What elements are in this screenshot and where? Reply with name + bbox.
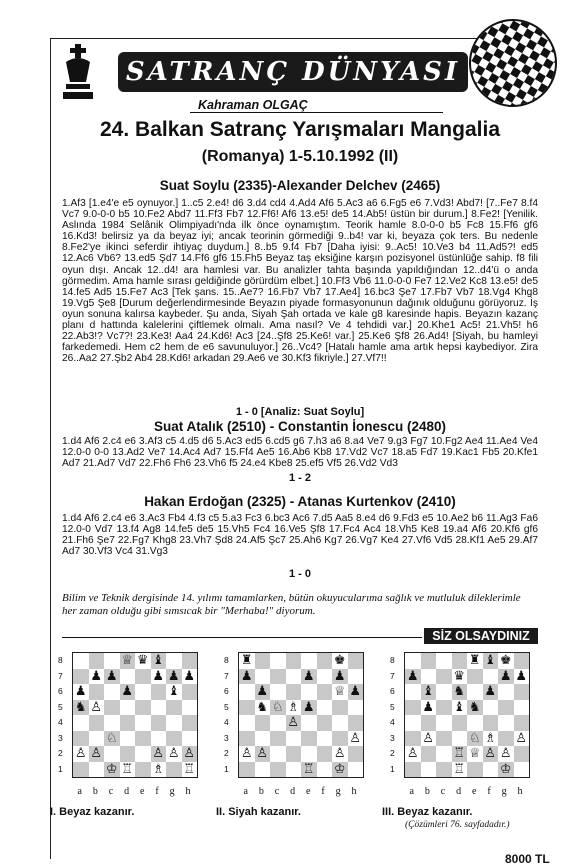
board-square bbox=[301, 684, 317, 700]
board-square bbox=[89, 715, 105, 731]
file-label: b bbox=[258, 786, 264, 797]
board-square bbox=[255, 731, 271, 747]
chess-piece-square: ♛ bbox=[136, 653, 149, 668]
chess-piece-square: ♙ bbox=[183, 746, 196, 761]
board-square bbox=[120, 746, 136, 762]
rank-label: 5 bbox=[390, 701, 395, 712]
chess-piece-square: ♟ bbox=[105, 668, 118, 684]
board-square bbox=[270, 715, 286, 731]
chess-piece-square: ♙ bbox=[406, 746, 419, 761]
chess-piece-square: ♜ bbox=[468, 653, 481, 668]
board-square bbox=[239, 684, 255, 700]
rank-label: 2 bbox=[58, 748, 63, 758]
file-label: f bbox=[155, 786, 159, 797]
chess-piece-square: ♙ bbox=[515, 730, 528, 746]
chess-piece-square: ♟ bbox=[302, 699, 315, 715]
rank-label: 1 bbox=[390, 763, 395, 774]
board-square bbox=[436, 715, 452, 731]
board-square bbox=[301, 746, 317, 762]
board-square bbox=[255, 653, 271, 669]
chess-piece-square: ♘ bbox=[105, 730, 118, 746]
intro-paragraph: Bilim ve Teknik dergisinde 14. yılımı tamamlarken, bütün okuyucularıma sağlık ve mutluluk dileklerimle her zaman olduğu gibi sımsıcak bir "Merhaba!" diyorum. bbox=[62, 592, 521, 617]
rank-label: 1 bbox=[224, 763, 229, 774]
chess-piece-square: ♝ bbox=[152, 653, 165, 668]
chess-piece-square: ♙ bbox=[256, 746, 269, 761]
puzzle-board-2 bbox=[238, 652, 364, 778]
board-square bbox=[135, 715, 151, 731]
file-label: a bbox=[77, 786, 82, 797]
board-square bbox=[135, 762, 151, 778]
board-square bbox=[405, 731, 421, 747]
board-square bbox=[514, 762, 530, 778]
article-title: 24. Balkan Satranç Yarışmaları Mangalia bbox=[100, 118, 500, 141]
board-square bbox=[135, 684, 151, 700]
board-square bbox=[348, 746, 364, 762]
board-square bbox=[166, 653, 182, 669]
board-square bbox=[436, 746, 452, 762]
board-square bbox=[270, 684, 286, 700]
file-label: g bbox=[169, 786, 175, 797]
board-square bbox=[151, 715, 167, 731]
chess-piece-square: ♞ bbox=[74, 699, 87, 715]
board-square bbox=[436, 731, 452, 747]
board-square bbox=[89, 731, 105, 747]
board-square bbox=[317, 684, 333, 700]
board-square bbox=[436, 669, 452, 685]
board-square bbox=[104, 700, 120, 716]
board-square bbox=[405, 653, 421, 669]
chess-piece-square: ♝ bbox=[484, 653, 497, 668]
board-square bbox=[436, 684, 452, 700]
chess-piece-square: ♗ bbox=[152, 761, 165, 777]
board-square bbox=[270, 731, 286, 747]
chess-piece-square: ♖ bbox=[183, 761, 196, 777]
board-square bbox=[483, 762, 499, 778]
board-square bbox=[151, 731, 167, 747]
file-label: d bbox=[290, 786, 296, 797]
rank-labels bbox=[58, 653, 66, 777]
file-label: c bbox=[274, 786, 280, 797]
section-rule bbox=[62, 637, 422, 638]
chess-piece-square: ♟ bbox=[152, 668, 165, 684]
game-3-heading: Hakan Erdoğan (2325) - Atanas Kurtenkov (2410) bbox=[144, 494, 456, 509]
chess-piece-square: ♗ bbox=[484, 730, 497, 746]
chess-piece-square: ♟ bbox=[240, 668, 253, 684]
chess-piece-square: ♚ bbox=[333, 653, 346, 668]
rank-label: 2 bbox=[224, 748, 229, 758]
chess-piece-square: ♖ bbox=[453, 746, 466, 761]
board-square bbox=[405, 715, 421, 731]
game-1-heading: Suat Soylu (2335)-Alexander Delchev (2465) bbox=[159, 178, 441, 193]
game-1-result: 1 - 0 [Analiz: Suat Soylu] bbox=[235, 406, 365, 418]
file-label: d bbox=[456, 786, 462, 797]
price-label: 8000 TL bbox=[505, 852, 550, 866]
board-square bbox=[421, 746, 437, 762]
board-square bbox=[166, 762, 182, 778]
chess-piece-square: ♙ bbox=[484, 746, 497, 761]
board-square bbox=[286, 731, 302, 747]
board-square bbox=[348, 700, 364, 716]
board-square bbox=[239, 731, 255, 747]
board-square bbox=[301, 715, 317, 731]
board-square bbox=[182, 700, 198, 716]
checkered-globe-icon bbox=[468, 18, 558, 108]
puzzle-caption-3: III. Beyaz kazanır. bbox=[382, 806, 473, 818]
rank-label: 2 bbox=[390, 748, 395, 758]
chess-piece-square: ♞ bbox=[453, 684, 466, 699]
board-square bbox=[317, 731, 333, 747]
board-square bbox=[270, 669, 286, 685]
file-labels bbox=[238, 786, 362, 797]
chess-piece-square: ♖ bbox=[302, 761, 315, 777]
chess-piece-square: ♙ bbox=[74, 746, 87, 761]
board-square bbox=[182, 731, 198, 747]
board-square bbox=[467, 715, 483, 731]
rank-label: 4 bbox=[224, 717, 229, 727]
chess-piece-square: ♔ bbox=[333, 761, 346, 777]
board-square bbox=[317, 715, 333, 731]
board-square bbox=[73, 669, 89, 685]
board-square bbox=[239, 700, 255, 716]
chess-piece-square: ♔ bbox=[105, 761, 118, 777]
file-label: g bbox=[501, 786, 507, 797]
board-square bbox=[452, 731, 468, 747]
chess-piece-square: ♙ bbox=[422, 730, 435, 746]
chess-piece-square: ♕ bbox=[333, 684, 346, 699]
board-square bbox=[120, 700, 136, 716]
board-square bbox=[348, 653, 364, 669]
board-square bbox=[317, 653, 333, 669]
board-square bbox=[286, 669, 302, 685]
board-square bbox=[239, 715, 255, 731]
puzzle-section-title: SİZ OLSAYDINIZ bbox=[424, 628, 538, 644]
chess-piece-square: ♞ bbox=[468, 699, 481, 715]
board-square bbox=[498, 715, 514, 731]
board-square bbox=[270, 653, 286, 669]
board-square bbox=[182, 715, 198, 731]
board-square bbox=[255, 715, 271, 731]
chess-piece-square: ♙ bbox=[167, 746, 180, 761]
board-square bbox=[421, 653, 437, 669]
board-square bbox=[286, 653, 302, 669]
board-square bbox=[467, 669, 483, 685]
rank-label: 6 bbox=[390, 686, 395, 696]
board-square bbox=[151, 684, 167, 700]
chess-king-logo-icon bbox=[58, 42, 98, 102]
board-square bbox=[452, 653, 468, 669]
chess-piece-square: ♞ bbox=[256, 699, 269, 715]
board-square bbox=[270, 746, 286, 762]
rank-labels bbox=[224, 653, 232, 777]
game-2-moves: 1.d4 Af6 2.c4 e6 3.Af3 c5 4.d5 d6 5.Ac3 ed5 6.cd5 g6 7.h3 a6 8.a4 Ve7 9.g3 Fg7 10.Fg2 Ae4 11.Ae4 Ve4 12.0-0 0-0 13.Ad2 Ve7 14.Ac4 Ad7 15.Ff4 Ae5 16.Ab6 Kb8 17.Vd2 Vc7 18.a5 Fd7 19.Kac1 Fb5 20.Kfe1 Ad7 21.Ad7 Vd7 22.Fh6 Fh6 23.Vh6 f5 24.e4 Kbe8 25.ef5 Vf5 26.Vd2 Vd3 bbox=[62, 436, 538, 470]
author-byline: Kahraman OLGAÇ bbox=[190, 98, 443, 113]
chess-piece-square: ♕ bbox=[121, 653, 134, 668]
file-label: e bbox=[471, 786, 477, 797]
board-square bbox=[405, 762, 421, 778]
chess-piece-square: ♟ bbox=[349, 684, 362, 699]
rank-label: 7 bbox=[58, 670, 63, 681]
rank-label: 1 bbox=[58, 763, 63, 774]
chess-piece-square: ♙ bbox=[333, 746, 346, 761]
board-square bbox=[514, 746, 530, 762]
file-labels bbox=[404, 786, 528, 797]
board-square bbox=[317, 669, 333, 685]
rank-label: 3 bbox=[58, 732, 63, 743]
board-square bbox=[498, 700, 514, 716]
board-square bbox=[514, 684, 530, 700]
puzzle-board-1 bbox=[72, 652, 198, 778]
chess-piece-square: ♛ bbox=[453, 668, 466, 684]
rank-label: 8 bbox=[390, 655, 395, 665]
board-square bbox=[182, 684, 198, 700]
file-label: f bbox=[487, 786, 491, 797]
chess-piece-square: ♟ bbox=[256, 684, 269, 699]
rank-label: 8 bbox=[224, 655, 229, 665]
board-square bbox=[73, 653, 89, 669]
board-square bbox=[436, 653, 452, 669]
board-square bbox=[73, 715, 89, 731]
chess-piece-square: ♕ bbox=[468, 746, 481, 761]
board-square bbox=[467, 684, 483, 700]
board-square bbox=[436, 700, 452, 716]
file-label: h bbox=[517, 786, 523, 797]
file-label: e bbox=[305, 786, 311, 797]
chess-piece-square: ♘ bbox=[468, 730, 481, 746]
board-square bbox=[332, 700, 348, 716]
game-2-result: 1 - 2 bbox=[288, 472, 311, 484]
chess-piece-square: ♟ bbox=[515, 668, 528, 684]
puzzle-caption-1: I. Beyaz kazanır. bbox=[50, 806, 135, 818]
board-square bbox=[89, 762, 105, 778]
file-label: b bbox=[424, 786, 430, 797]
rank-label: 6 bbox=[224, 686, 229, 696]
board-square bbox=[120, 715, 136, 731]
rank-labels bbox=[390, 653, 398, 777]
board-square bbox=[255, 762, 271, 778]
chess-piece-square: ♝ bbox=[422, 684, 435, 699]
article-subtitle: (Romanya) 1-5.10.1992 (II) bbox=[201, 148, 399, 165]
board-square bbox=[483, 715, 499, 731]
board-square bbox=[348, 715, 364, 731]
game-2-heading: Suat Atalık (2510) - Constantin İonescu (2480) bbox=[153, 419, 447, 434]
board-square bbox=[514, 715, 530, 731]
rank-label: 7 bbox=[224, 670, 229, 681]
board-square bbox=[135, 731, 151, 747]
board-square bbox=[270, 762, 286, 778]
board-square bbox=[452, 715, 468, 731]
game-1-moves: 1.Af3 [1.e4'e e5 oynuyor.] 1..c5 2.e4! d6 3.d4 cd4 4.Ad4 Af6 5.Ac3 a6 6.Fg5 e6 7.Vd3! Abd7! [7..Fe7 8.f4 Vc7 9.0-0-0 b5 10.Fe2 Abd7 11.Ff3 Fb7 12.Ff6! Af6 13.e5! de5 14.Ab5! üstün bir durum.] 8.Fe2! [Yenilik. Aslında 1984 Selânik Olimpiyadı'nda ilk önce oynamıştım. Teorik hamle 8.0-0-0 b5 Fc8 15.Ff6 gf6 16.Kd3! belirsiz ya da beyaz iyi; ancak teorinin görmediği 9..b4! var ki, beyaza çok ters. Bu nedenle 8.Fe2'ye ikinci seferdir ihtiyaç duydum.] 8..b5 9.f4 Fb7 [Daha iyisi: 9..Ac5! 10.Ve3 b4 11.Ad5?! ed5 12.Ac6 Vb6? 13.ed5 Şd7 14.Ff6 gf6 15.Fh5 Beyaz taş eksiğine karşın pozisyonel üstünlüğe sahip. f8 fili oyun dışı. Ancak 12..d4! ara hamlesi var. Bu analizler tahta başında yapıldığından 12..d4'ü o anda görmedim. Ama hamle sırası geldiğinde görürdüm elbet.] 10.Ff3 Vb6 11.0-0-0 Fe7 12.Ve2 Kc8 13.e5! de5 14.fe5 Ad5 15.Fe7 Ac3 [Tek şans. 15..Ae7? 16.Fb7 Vb7 17.Ae4] 16.bc3 Şe7 17.Fb7 Vb7 18.Vg4 Khg8 19.Vg5 Şe8 [Durum değerlendirmesinde Beyazın piyade formasyonunun dağınık olduğunu görüyoruz. İş oyun sonuna kalırsa kaybeder. Şu anda, Siyah Şah ortada ve kale g8 karesinde hapis. Beyazın kazanç planı d hattında kalelerini çiftlemek olmalı. Ama nasıl? Ve 4 tehdidi var.] 20.Khe1 Ac5! 21.Vh5! h6 22.Ab3!? Vc7?! 23.Ke3! Aa4 24.Kd6! Ac3 [24..Şf8 25.Ke6! var.] 25.Ke6 Şf8 26.Ad4! [Siyah, bu hamleyi farkedemedi. Hem c2 hem de e6 savunuluyor.] 26..Vc4? [Hatalı hamle ama artık hepsi kaybediyor. Zira 26..Aa2 27.Şb2 Ab4 28.Kd6! arkadan 29.Ae6 ve 30.Kf3 fikriyle.] 27.Vf7!! bbox=[62, 198, 538, 365]
board-square bbox=[436, 762, 452, 778]
board-square bbox=[286, 762, 302, 778]
board-square bbox=[73, 731, 89, 747]
board-square bbox=[498, 684, 514, 700]
board-square bbox=[421, 715, 437, 731]
board-square bbox=[332, 715, 348, 731]
chess-piece-square: ♖ bbox=[453, 761, 466, 777]
file-label: c bbox=[440, 786, 446, 797]
file-label: e bbox=[139, 786, 145, 797]
chess-piece-square: ♗ bbox=[287, 699, 300, 715]
board-square bbox=[286, 684, 302, 700]
game-3-moves: 1.d4 Af6 2.c4 e6 3.Ac3 Fb4 4.f3 c5 5.a3 Fc3 6.bc3 Ac6 7.d5 Aa5 8.e4 d6 9.Fd3 e5 10.Ae2 b6 11.Ag3 Fa6 12.0-0 Vd7 13.f4 Ag8 14.fe5 de5 15.Vh5 Fc4 16.Ve5 Şf8 17.Fc4 Ac4 18.Vh5 Ke8 19.a4 Af6 20.Kf6 gf6 21.Fh6 Şe7 22.Fg7 Khg8 23.Vh7 Şd8 24.Af5 Şc7 25.Ah6 Kg7 26.Vg7 Ke4 27.Vf6 Vd5 28.Kf1 Ae5 29.Af7 Ad7 30.Vf3 Vc4 31.Vg3 bbox=[62, 513, 538, 558]
board-square bbox=[89, 684, 105, 700]
board-square bbox=[73, 762, 89, 778]
chess-piece-square: ♟ bbox=[333, 668, 346, 684]
board-square bbox=[405, 700, 421, 716]
board-square bbox=[467, 762, 483, 778]
board-square bbox=[483, 700, 499, 716]
board-square bbox=[166, 731, 182, 747]
file-label: a bbox=[243, 786, 248, 797]
file-label: g bbox=[335, 786, 341, 797]
rank-label: 5 bbox=[58, 701, 63, 712]
rank-label: 4 bbox=[58, 717, 63, 727]
board-square bbox=[135, 669, 151, 685]
rank-label: 6 bbox=[58, 686, 63, 696]
board-square bbox=[483, 669, 499, 685]
board-square bbox=[120, 731, 136, 747]
chess-piece-square: ♜ bbox=[240, 653, 253, 668]
board-square bbox=[239, 762, 255, 778]
rank-label: 7 bbox=[390, 670, 395, 681]
board-square bbox=[89, 653, 105, 669]
board-square bbox=[332, 731, 348, 747]
chess-piece-square: ♟ bbox=[121, 684, 134, 699]
board-square bbox=[421, 762, 437, 778]
board-square bbox=[104, 746, 120, 762]
solutions-note: (Çözümleri 76. sayfadadır.) bbox=[405, 820, 510, 830]
board-square bbox=[348, 669, 364, 685]
board-square bbox=[182, 653, 198, 669]
board-square bbox=[166, 715, 182, 731]
chess-piece-square: ♙ bbox=[499, 746, 512, 761]
chess-piece-square: ♟ bbox=[302, 668, 315, 684]
chess-piece-square: ♙ bbox=[240, 746, 253, 761]
chess-piece-square: ♖ bbox=[121, 761, 134, 777]
chess-piece-square: ♙ bbox=[287, 715, 300, 730]
chess-piece-square: ♟ bbox=[90, 668, 103, 684]
board-square bbox=[348, 762, 364, 778]
board-square bbox=[317, 746, 333, 762]
chess-piece-square: ♟ bbox=[74, 684, 87, 699]
board-square bbox=[135, 746, 151, 762]
file-label: h bbox=[185, 786, 191, 797]
file-label: a bbox=[409, 786, 414, 797]
board-square bbox=[135, 700, 151, 716]
board-square bbox=[151, 700, 167, 716]
puzzle-board-3 bbox=[404, 652, 530, 778]
board-square bbox=[104, 715, 120, 731]
chess-piece-square: ♟ bbox=[484, 684, 497, 699]
board-square bbox=[120, 669, 136, 685]
chess-piece-square: ♙ bbox=[90, 699, 103, 715]
puzzle-caption-2: II. Siyah kazanır. bbox=[216, 806, 301, 818]
rank-label: 4 bbox=[390, 717, 395, 727]
board-square bbox=[317, 762, 333, 778]
board-square bbox=[286, 746, 302, 762]
chess-piece-square: ♙ bbox=[349, 730, 362, 746]
chess-piece-square: ♙ bbox=[152, 746, 165, 761]
board-square bbox=[405, 684, 421, 700]
game-3-result: 1 - 0 bbox=[288, 568, 311, 580]
file-labels bbox=[72, 786, 196, 797]
chess-piece-square: ♝ bbox=[453, 699, 466, 715]
board-square bbox=[255, 669, 271, 685]
rank-label: 8 bbox=[58, 655, 63, 665]
chess-piece-square: ♟ bbox=[422, 699, 435, 715]
chess-piece-square: ♔ bbox=[499, 761, 512, 777]
rank-label: 3 bbox=[224, 732, 229, 743]
board-square bbox=[498, 731, 514, 747]
chess-piece-square: ♟ bbox=[167, 668, 180, 684]
rank-label: 3 bbox=[390, 732, 395, 743]
board-square bbox=[514, 653, 530, 669]
board-square bbox=[514, 700, 530, 716]
file-label: h bbox=[351, 786, 357, 797]
chess-piece-square: ♚ bbox=[499, 653, 512, 668]
board-square bbox=[301, 653, 317, 669]
chess-piece-square: ♘ bbox=[271, 699, 284, 715]
puzzle-section-header bbox=[62, 630, 538, 644]
rank-label: 5 bbox=[224, 701, 229, 712]
chess-piece-square: ♟ bbox=[499, 668, 512, 684]
file-label: d bbox=[124, 786, 130, 797]
board-square bbox=[166, 700, 182, 716]
file-label: c bbox=[108, 786, 114, 797]
board-square bbox=[104, 653, 120, 669]
board-square bbox=[421, 669, 437, 685]
chess-piece-square: ♙ bbox=[90, 746, 103, 761]
file-label: f bbox=[321, 786, 325, 797]
file-label: b bbox=[92, 786, 98, 797]
board-square bbox=[317, 700, 333, 716]
magazine-brand: SATRANÇ DÜNYASI bbox=[118, 52, 468, 92]
chess-piece-square: ♟ bbox=[183, 668, 196, 684]
chess-piece-square: ♟ bbox=[406, 668, 419, 684]
board-square bbox=[104, 684, 120, 700]
board-square bbox=[301, 731, 317, 747]
chess-piece-square: ♝ bbox=[167, 684, 180, 699]
